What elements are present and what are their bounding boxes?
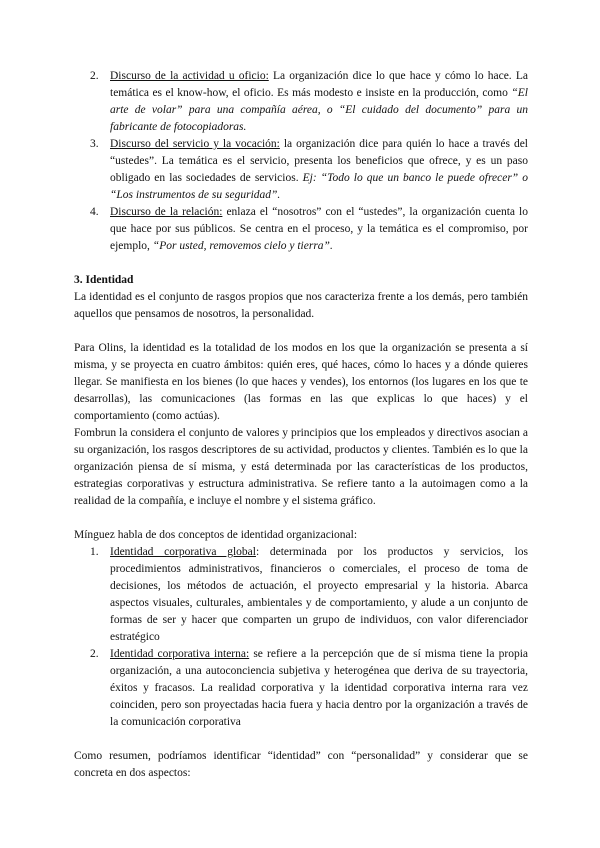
paragraph-olins: Para Olins, la identidad es la totalidad de los modos en los que la organización se presenta a sí misma, y se proyecta en cuatro ámbitos: quién eres, qué haces, cómo lo haces y a dónde quieres llegar. Se manifiesta en los bienes (lo que haces y vendes), los entornos (los lugares en los que te desarrollas), las comunicaciones (las formas en las que explicas lo que haces) y el comportamiento (como actúas). — [74, 342, 528, 422]
list-number: 2. — [90, 70, 99, 82]
paragraph-fombrun: Fombrun la considera el conjunto de valores y principios que los empleados y directivos asocian a su organización, los rasgos descriptores de su actividad, productos y clientes. También es lo que la organización piensa de sí misma, y está determinada por las características de los productos, estrategias corporativas y estructura administrativa. Se refiere tanto a la autoimagen como a la realidad de la compañía, e incluye el nombre y el sistema gráfico. — [74, 427, 528, 507]
list-item — [74, 204, 528, 255]
list-text: La organización dice lo que hace y cómo lo hace. La temática es el know-how, el oficio. Es más modesto e insiste en la producción, como — [110, 70, 528, 99]
paragraph-summary: Como resumen, podríamos identificar “identidad” con “personalidad” y considerar que se concreta en dos aspectos: — [74, 750, 528, 779]
list-term: Discurso de la relación: — [110, 206, 223, 218]
list-text: enlaza el “nosotros” con el “ustedes”, la organización cuenta lo que hace por sus públicos. Se centra en el proceso, y la temática es el compromiso, por ejemplo, — [110, 206, 528, 252]
list-text: se refiere a la percepción que de sí misma tiene la propia organización, a una autoconciencia subjetiva y heterogénea que deriva de su trayectoria, éxitos y fracasos. La realidad corporativa y la identidad corporativa interna rara vez coinciden, pero son proyectadas hacia fuera y hacia dentro por la organización a través de la comunicación corporativa — [110, 648, 528, 728]
list-example: “Por usted, removemos cielo y tierra”. — [152, 240, 333, 252]
list-item — [74, 646, 528, 731]
list-term: Identidad corporativa global — [110, 546, 256, 558]
list-number: 1. — [90, 546, 99, 558]
list-example: “El arte de volar” para una compañía aérea, o “El cuidado del documento” para un fabricante de fotocopiadoras. — [110, 87, 528, 133]
list-term: Identidad corporativa interna: — [110, 648, 250, 660]
list-example: Ej: “Todo lo que un banco le puede ofrecer” o “Los instrumentos de su seguridad”. — [110, 172, 529, 201]
list-term: Discurso de la actividad u oficio: — [110, 70, 269, 82]
list-item — [74, 544, 528, 646]
section-heading: 3. Identidad — [74, 274, 134, 286]
list-item — [74, 68, 528, 136]
identity-list — [74, 544, 528, 731]
discourse-list — [74, 68, 528, 255]
list-text: la organización dice para quién lo hace a través del “ustedes”. La temática es el servicio, presenta los beneficios que ofrece, y es un paso obligado en las sociedades de servicios. — [110, 138, 529, 184]
paragraph-minguez: Mínguez habla de dos conceptos de identidad organizacional: — [74, 529, 358, 541]
list-number: 4. — [90, 206, 99, 218]
document-page — [74, 68, 528, 782]
list-number: 3. — [90, 138, 99, 150]
list-item — [74, 136, 528, 204]
list-number: 2. — [90, 648, 99, 660]
list-term: Discurso del servicio y la vocación: — [110, 138, 280, 150]
paragraph-definition: La identidad es el conjunto de rasgos propios que nos caracteriza frente a los demás, pero también aquellos que pensamos de nosotros, la personalidad. — [74, 291, 528, 320]
list-text: : determinada por los productos y servicios, los procedimientos administrativos, financieros o comerciales, el proceso de toma de decisiones, los métodos de actuación, el proyecto empresarial y la historia. Abarca aspectos visuales, culturales, ambientales y de comportamiento, y alude a un conjunto de formas de ser y hacer que comparten un grupo de individuos, con valor diferenciador estratégico — [110, 546, 528, 643]
